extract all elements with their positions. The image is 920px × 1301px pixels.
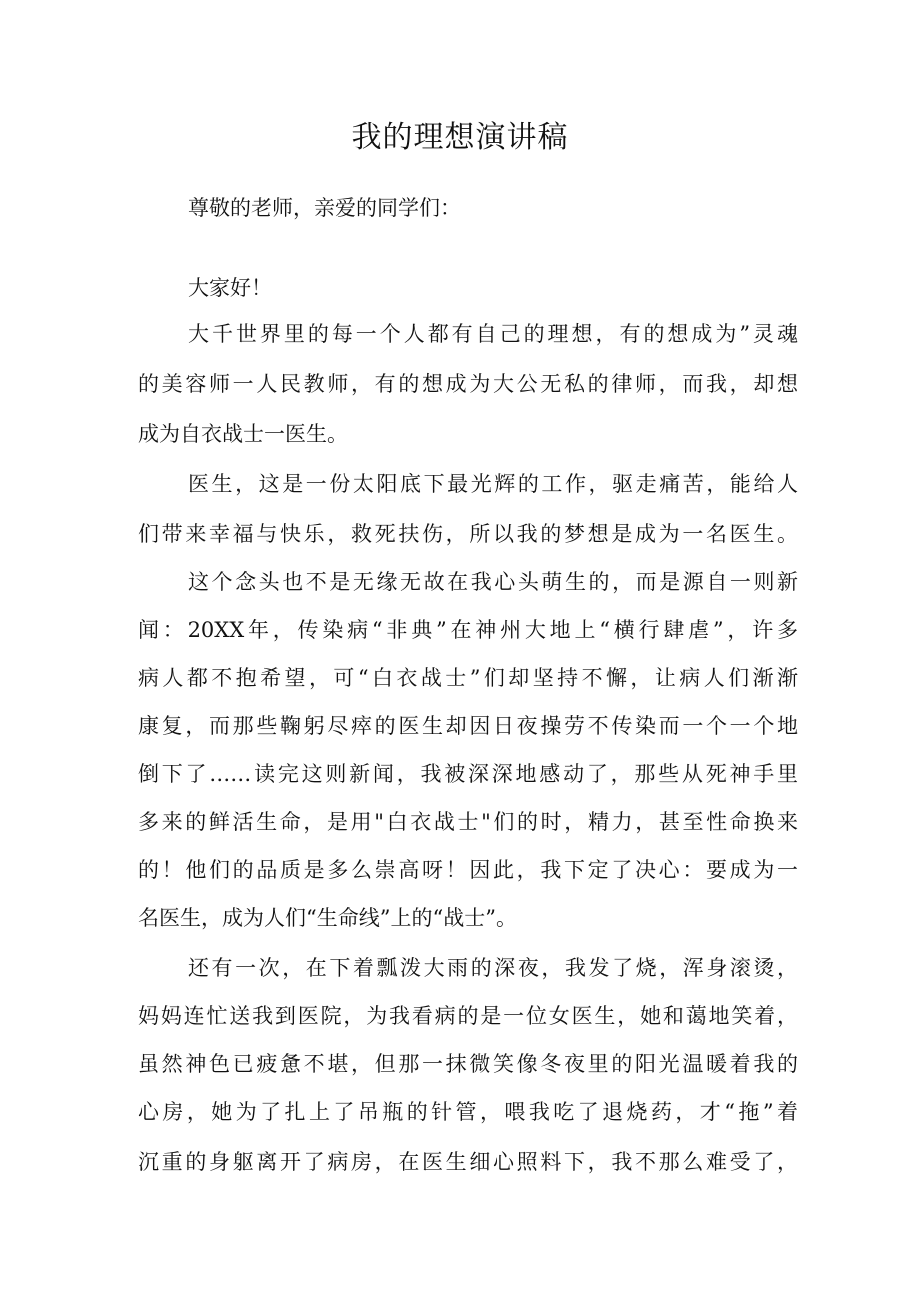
greeting-line: 大家好！ xyxy=(188,276,272,300)
paragraph-4-line-3: 虽然神色已疲惫不堪，但那一抹微笑像冬夜里的阳光温暖着我的 xyxy=(138,1052,798,1076)
paragraph-4-line-1: 还有一次，在下着瓢泼大雨的深夜，我发了烧，浑身滚烫， xyxy=(188,956,798,980)
paragraph-3-line-1: 这个念头也不是无缘无故在我心头萌生的，而是源自一则新 xyxy=(188,570,798,594)
paragraph-3-line-4: 康复，而那些鞠躬尽瘁的医生却因日夜操劳不传染而一个一个地 xyxy=(138,714,798,738)
paragraph-4-line-2: 妈妈连忙送我到医院，为我看病的是一位女医生，她和蔼地笑着， xyxy=(138,1004,798,1028)
paragraph-2-line-2: 们带来幸福与快乐，救死扶伤，所以我的梦想是成为一名医生。 xyxy=(138,522,798,546)
paragraph-3-line-7: 的！他们的品质是多么崇高呀！因此，我下定了决心：要成为一 xyxy=(138,858,798,882)
document-title: 我的理想演讲稿 xyxy=(351,120,569,155)
paragraph-1-line-2: 的美容师一人民教师，有的想成为大公无私的律师，而我，却想 xyxy=(138,372,798,396)
salutation-line: 尊敬的老师，亲爱的同学们： xyxy=(188,196,461,220)
paragraph-2-line-1: 医生，这是一份太阳底下最光辉的工作，驱走痛苦，能给人 xyxy=(188,472,798,496)
paragraph-1-line-3: 成为自衣战士一医生。 xyxy=(138,422,348,446)
paragraph-3-line-8: 名医生，成为人们“生命线”上的“战士”。 xyxy=(138,906,517,930)
paragraph-4-line-4: 心房，她为了扎上了吊瓶的针管，喂我吃了退烧药，才“拖”着 xyxy=(138,1100,798,1124)
paragraph-3-line-5: 倒下了……读完这则新闻，我被深深地感动了，那些从死神手里 xyxy=(138,762,798,786)
paragraph-3-line-6: 多来的鲜活生命，是用"白衣战士"们的时，精力，甚至性命换来 xyxy=(138,810,798,834)
paragraph-1-line-1: 大千世界里的每一个人都有自己的理想，有的想成为”灵魂 xyxy=(188,322,798,346)
paragraph-3-line-2: 闻：20XX年，传染病“非典”在神州大地上“横行肆虐”，许多 xyxy=(138,618,798,642)
paragraph-4-line-5: 沉重的身躯离开了病房，在医生细心照料下，我不那么难受了， xyxy=(138,1150,798,1174)
paragraph-3-line-3: 病人都不抱希望，可“白衣战士”们却坚持不懈，让病人们渐渐 xyxy=(138,666,798,690)
